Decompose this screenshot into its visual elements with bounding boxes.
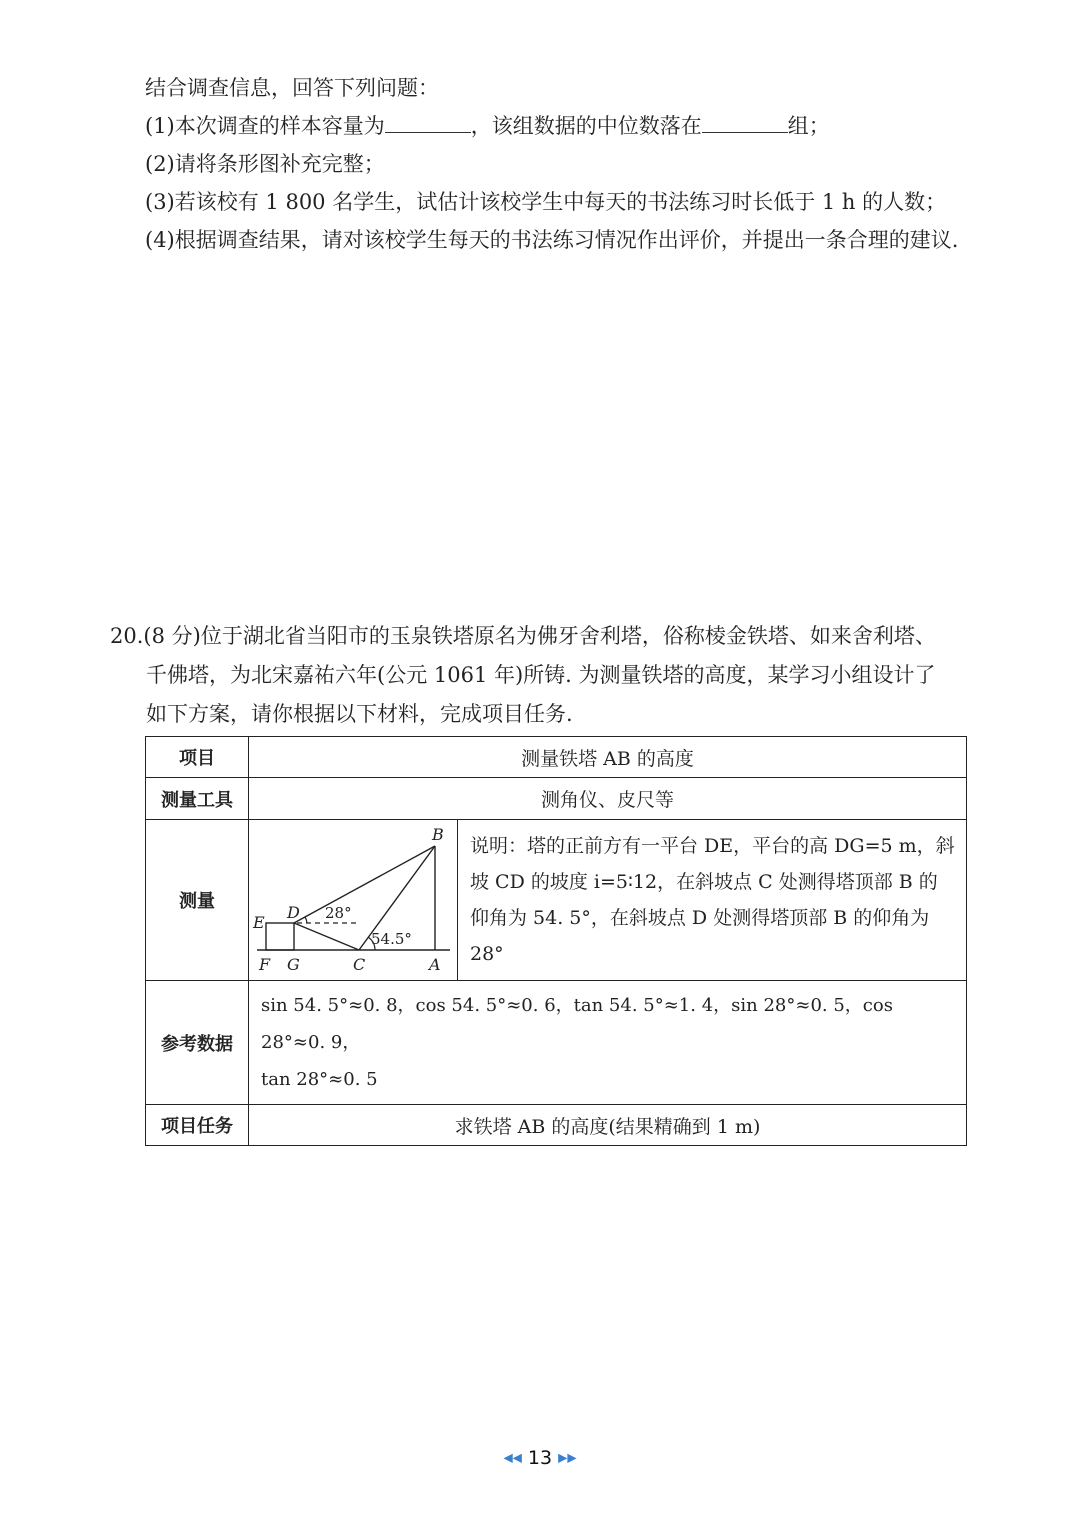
q1-text-b: ，该组数据的中位数落在 [470,114,702,138]
label-g: G [287,955,300,974]
table-row [146,737,967,778]
question-1 [145,111,830,141]
angle-arc-d [305,917,307,923]
q20-line-1: 20.(8 分)位于湖北省当阳市的玉泉铁塔原名为佛牙舍利塔，俗称棱金铁塔、如来舍利塔、 [110,624,936,648]
desc-line-4: 28° [470,943,504,965]
question-3: (3)若该校有 1 800 名学生，试估计该校学生中每天的书法练习时长低于 1 h 的人数； [145,190,947,214]
sight-line-db [294,846,435,923]
tower-diagram [249,820,457,975]
q1-text-a: (1)本次调查的样本容量为 [145,114,385,138]
page-number: 13 [527,1446,553,1469]
angle-28-label: 28° [325,904,352,922]
label-e: E [253,913,265,932]
label-d: D [287,903,300,922]
table-row [146,778,967,820]
page-footer [0,1446,1080,1469]
q1-text-c: 组； [787,114,830,138]
desc-line-1: 说明：塔的正前方有一平台 DE，平台的高 DG=5 m，斜 [470,835,955,857]
table-row [146,820,967,981]
table-row [146,981,967,1105]
platform [266,923,294,950]
sample-size-blank[interactable] [385,112,471,133]
task-value: 求铁塔 AB 的高度(结果精确到 1 m) [249,1105,967,1146]
measurement-description [458,820,967,981]
median-group-blank[interactable] [702,112,788,133]
table-row [146,1105,967,1146]
project-value: 测量铁塔 AB 的高度 [249,737,967,778]
reference-line-2: tan 28°≈0. 5 [261,1069,378,1090]
q20-line-3: 如下方案，请你根据以下材料，完成项目任务. [146,702,573,726]
label-c: C [353,955,366,974]
row-head-reference: 参考数据 [146,981,249,1105]
project-table [145,736,967,1146]
tools-value: 测角仪、皮尺等 [249,778,967,820]
row-head-tools: 测量工具 [146,778,249,820]
row-head-measure: 测量 [146,820,249,981]
reference-line-1: sin 54. 5°≈0. 8，cos 54. 5°≈0. 6，tan 54. 5°≈1. 4，sin 28°≈0. 5，cos 28°≈0. 9， [261,995,893,1053]
desc-line-2: 坡 CD 的坡度 i=5∶12，在斜坡点 C 处测得塔顶部 B 的 [470,871,938,893]
next-page-icon[interactable]: ▶▶ [558,1450,577,1465]
row-head-project: 项目 [146,737,249,778]
slope-cd [294,923,359,950]
label-a: A [429,955,441,974]
desc-line-3: 仰角为 54. 5°，在斜坡点 D 处测得塔顶部 B 的仰角为 [470,907,930,929]
question-20 [110,617,980,734]
reference-data [249,981,967,1105]
label-f: F [259,955,271,974]
intro-line: 结合调查信息，回答下列问题： [145,76,439,100]
question-4: (4)根据调查结果，请对该校学生每天的书法练习情况作出评价，并提出一条合理的建议. [145,228,959,252]
figure-cell [249,820,458,981]
angle-54-label: 54.5° [371,930,412,948]
prev-page-icon[interactable]: ◀◀ [503,1450,522,1465]
question-2: (2)请将条形图补充完整； [145,152,385,176]
row-head-task: 项目任务 [146,1105,249,1146]
q20-line-2: 千佛塔，为北宋嘉祐六年(公元 1061 年)所铸. 为测量铁塔的高度，某学习小组设计了 [146,663,936,687]
label-b: B [432,825,444,844]
